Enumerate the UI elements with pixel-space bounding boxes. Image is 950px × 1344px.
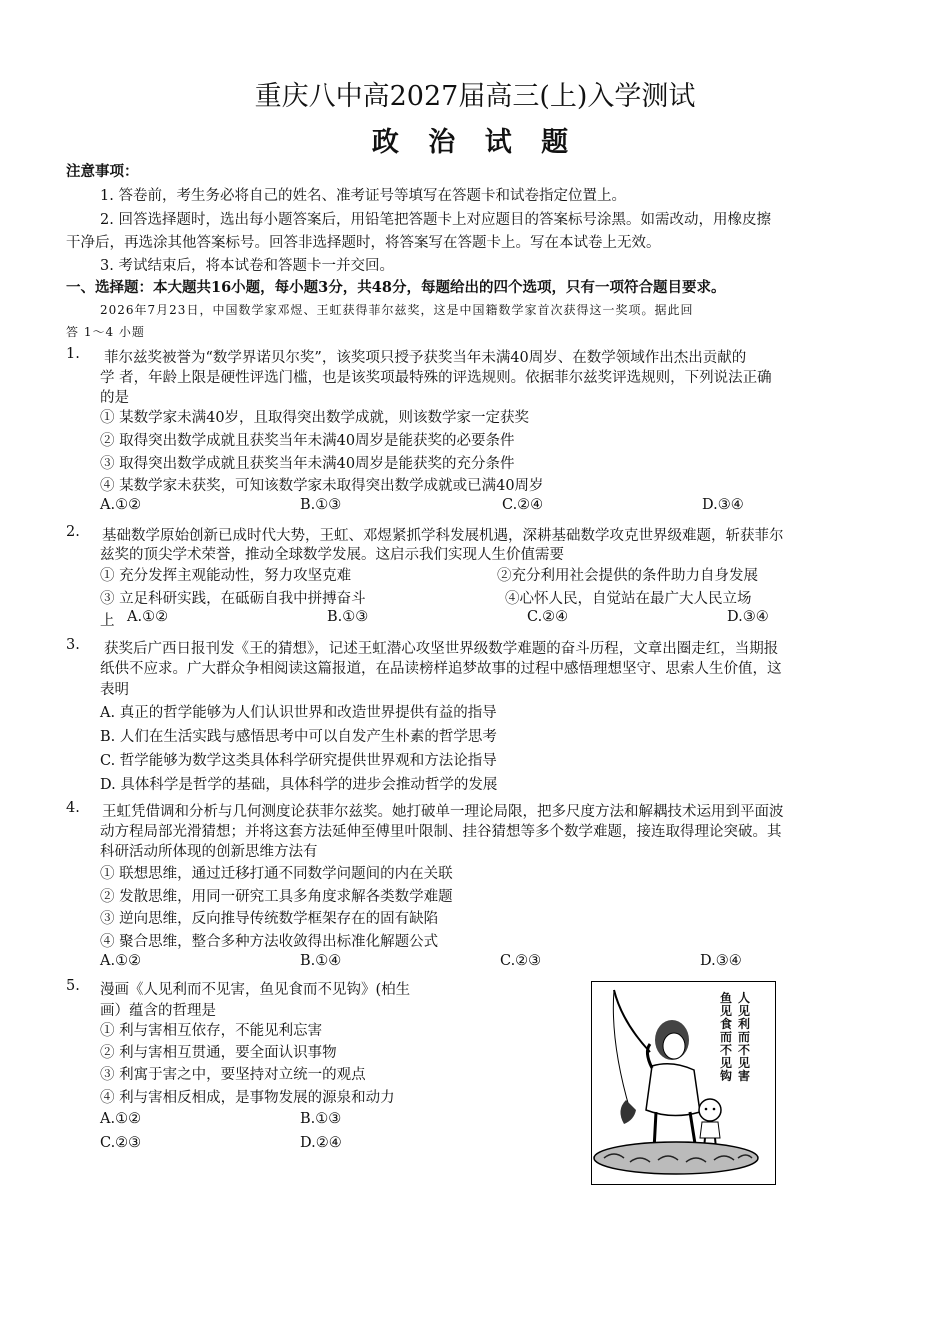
q1-stem-cont: 学 者，年龄上限是硬性评选门槛，也是该奖项最特殊的评选规则。依据菲尔兹奖评选规则，下列说法正确 — [100, 370, 772, 386]
q3-option-c[interactable]: C. 哲学能够为数学这类具体科学研究提供世界观和方法论指导 — [100, 753, 497, 769]
q1-option-c[interactable]: C.②④ — [502, 497, 544, 513]
q4-option-d[interactable]: D.③④ — [700, 953, 742, 969]
q4-option-a[interactable]: A.①② — [100, 953, 142, 969]
q4-item: ② 发散思维，用同一研究工具多角度求解各类数学难题 — [100, 889, 453, 905]
notice-item-1: 1. 答卷前，考生务必将自己的姓名、准考证号等填写在答题卡和试卷指定位置上。 — [100, 188, 626, 204]
q1-item: ② 取得突出数学成就且获奖当年未满40周岁是能获奖的必要条件 — [100, 433, 515, 449]
q2-option-d[interactable]: D.③④ — [727, 609, 769, 625]
notice-item-2: 2. 回答选择题时，选出每小题答案后，用铅笔把答题卡上对应题目的答案标号涂黑。如需改动，用橡皮擦 — [100, 212, 771, 228]
q2-stem: 基础数学原始创新已成时代大势，王虹、邓煜紧抓学科发展机遇，深耕基础数学攻克世界级难题，斩获菲尔 — [102, 528, 784, 544]
section-intro: 2026年7月23日，中国数学家邓煜、王虹获得菲尔兹奖，这是中国籍数学家首次获得这一奖项。据此回 — [100, 303, 694, 317]
q5-item: ④ 利与害相反相成，是事物发展的源泉和动力 — [100, 1090, 395, 1106]
q1-number: 1. — [66, 346, 80, 362]
q5-item: ③ 利寓于害之中，要坚持对立统一的观点 — [100, 1067, 366, 1083]
q4-item: ① 联想思维，通过迁移打通不同数学问题间的内在关联 — [100, 866, 453, 882]
cartoon-illustration — [591, 981, 776, 1185]
q2-option-c[interactable]: C.②④ — [527, 609, 569, 625]
q2-prefix: 上 — [100, 613, 115, 629]
q4-option-c[interactable]: C.②③ — [500, 953, 542, 969]
q5-stem-cont: 画）蕴含的哲理是 — [100, 1003, 216, 1019]
q5-item: ② 利与害相互贯通，要全面认识事物 — [100, 1045, 337, 1061]
notice-item-3: 3. 考试结束后，将本试卷和答题卡一并交回。 — [100, 258, 394, 274]
page-title: 重庆八中高2027届高三(上)入学测试 — [254, 81, 696, 112]
q5-option-b[interactable]: B.①③ — [300, 1111, 342, 1127]
q4-stem-cont: 动方程局部光滑猜想；并将这套方法延伸至傅里叶限制、挂谷猜想等多个数学难题，接连取得理论突破。其 — [100, 824, 782, 840]
q2-item: ① 充分发挥主观能动性，努力攻坚克难 — [100, 568, 352, 584]
q3-stem-cont2: 表明 — [100, 682, 129, 698]
section-heading: 一、选择题：本大题共16小题，每小题3分，共48分，每题给出的四个选项，只有一项符合题目要求。 — [66, 279, 726, 296]
q5-option-a[interactable]: A.①② — [100, 1111, 142, 1127]
q1-option-b[interactable]: B.①③ — [300, 497, 342, 513]
q4-stem: 王虹凭借调和分析与几何测度论获菲尔兹奖。她打破单一理论局限，把多尺度方法和解耦技术运用到平面波 — [102, 804, 784, 820]
q1-item: ③ 取得突出数学成就且获奖当年未满40周岁是能获奖的充分条件 — [100, 456, 515, 472]
q5-option-c[interactable]: C.②③ — [100, 1135, 142, 1151]
q2-option-a[interactable]: A.①② — [127, 609, 169, 625]
q1-stem: 菲尔兹奖被誉为“数学界诺贝尔奖”，该奖项只授予获奖当年未满40周岁、在数学领域作出杰出贡献的 — [104, 350, 747, 366]
q3-option-d[interactable]: D. 具体科学是哲学的基础，具体科学的进步会推动哲学的发展 — [100, 777, 498, 793]
q3-stem-cont: 纸供不应求。广大群众争相阅读这篇报道，在品读榜样追梦故事的过程中感悟理想坚守、思索人生价值，这 — [100, 661, 782, 677]
q2-item: ③ 立足科研实践，在砥砺自我中拼搏奋斗 — [100, 591, 366, 607]
q2-item: ②充分利用社会提供的条件助力自身发展 — [497, 568, 758, 584]
page-subtitle: 政 治 试 题 — [371, 127, 579, 158]
q3-option-a[interactable]: A. 真正的哲学能够为人们认识世界和改造世界提供有益的指导 — [100, 705, 497, 721]
q2-stem-cont: 兹奖的顶尖学术荣誉，推动全球数学发展。这启示我们实现人生价值需要 — [100, 547, 564, 563]
q1-stem-cont2: 的是 — [100, 390, 129, 406]
q2-item: ④心怀人民，自觉站在最广大人民立场 — [505, 591, 752, 607]
q1-item: ① 某数学家未满40岁，且取得突出数学成就，则该数学家一定获奖 — [100, 410, 530, 426]
q5-number: 5. — [66, 978, 80, 994]
q4-item: ④ 聚合思维，整合多种方法收敛得出标准化解题公式 — [100, 934, 439, 950]
q4-stem-cont2: 科研活动所体现的创新思维方法有 — [100, 844, 318, 860]
section-intro-cont: 答 1～4 小题 — [66, 325, 145, 339]
q5-item: ① 利与害相互依存，不能见利忘害 — [100, 1023, 323, 1039]
q5-option-d[interactable]: D.②④ — [300, 1135, 342, 1151]
q1-item: ④ 某数学家未获奖，可知该数学家未取得突出数学成就或已满40周岁 — [100, 478, 544, 494]
q4-option-b[interactable]: B.①④ — [300, 953, 342, 969]
q2-number: 2. — [66, 524, 80, 540]
notice-heading: 注意事项： — [66, 163, 139, 180]
notice-item-2-cont: 干净后，再选涂其他答案标号。回答非选择题时，将答案写在答题卡上。写在本试卷上无效。 — [66, 235, 661, 251]
q1-option-d[interactable]: D.③④ — [702, 497, 744, 513]
q1-option-a[interactable]: A.①② — [100, 497, 142, 513]
cartoon-caption-col-1: 人见利而不见害 — [738, 991, 751, 1083]
q3-option-b[interactable]: B. 人们在生活实践与感悟思考中可以自发产生朴素的哲学思考 — [100, 729, 497, 745]
cartoon-caption-col-2: 鱼见食而不见钩 — [720, 991, 733, 1083]
q3-stem: 获奖后广西日报刊发《王的猜想》，记述王虹潜心攻坚世界级数学难题的奋斗历程，文章出圈走红，当期报 — [104, 641, 779, 657]
q4-item: ③ 逆向思维，反向推导传统数学框架存在的固有缺陷 — [100, 911, 439, 927]
q4-number: 4. — [66, 800, 80, 816]
q3-number: 3. — [66, 637, 80, 653]
q5-stem: 漫画《人见利而不见害，鱼见食而不见钩》(柏生 — [100, 982, 411, 998]
q2-option-b[interactable]: B.①③ — [327, 609, 369, 625]
